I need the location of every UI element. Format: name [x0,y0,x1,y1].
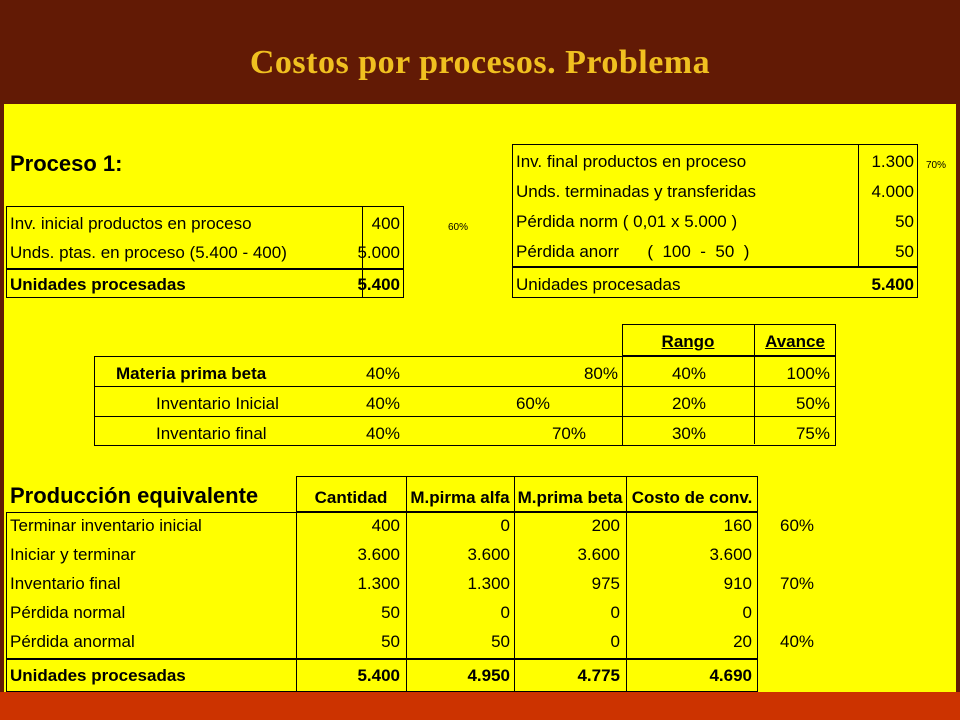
produccion-row-conv: 3.600 [709,545,752,564]
final-percent-note: 70% [926,160,947,171]
produccion-total-alfa: 4.950 [467,666,510,685]
spreadsheet-area [4,104,956,692]
produccion-row-alfa: 0 [500,516,510,535]
materia-row-rango: 30% [671,424,706,443]
final-row-value: 4.000 [871,182,914,201]
materia-row-a: 40% [365,364,400,383]
final-total-label: Unidades procesadas [516,275,681,294]
materia-header-avance: Avance [765,332,825,351]
produccion-row-beta: 0 [610,603,620,622]
final-row-label: Inv. final productos en proceso [516,152,747,171]
produccion-header-cantidad: Cantidad [314,488,388,507]
materia-row-a: 40% [365,394,400,413]
produccion-row-alfa: 0 [500,603,510,622]
produccion-row-alfa: 1.300 [467,574,510,593]
footer-bar [0,692,960,720]
proceso1-row-value: 400 [371,214,400,233]
produccion-header-conv: Costo de conv. [631,488,753,507]
produccion-row-label: Terminar inventario inicial [10,516,202,535]
materia-row-label: Inventario final [156,424,267,443]
final-row-value: 50 [895,212,914,231]
materia-row-avance: 50% [795,394,830,413]
final-total-value: 5.400 [871,275,914,294]
slide-title: Costos por procesos. Problema [249,44,711,81]
produccion-row-beta: 0 [610,632,620,651]
materia-row-a: 40% [365,424,400,443]
proceso1-row-value: 5.000 [357,243,400,262]
produccion-row-conv: 160 [723,516,752,535]
materia-row-avance: 75% [795,424,830,443]
materia-row-label: Materia prima beta [116,364,267,383]
produccion-row-pct: 40% [780,632,815,651]
proceso1-row-label: Unds. ptas. en proceso (5.400 - 400) [10,243,287,262]
final-row-label: Pérdida norm ( 0,01 x 5.000 ) [516,212,738,231]
final-row-label: Unds. terminadas y transferidas [516,182,756,201]
materia-row-b: 70% [551,424,586,443]
produccion-row-alfa: 50 [491,632,510,651]
materia-row-b: 80% [583,364,618,383]
produccion-row-alfa: 3.600 [467,545,510,564]
produccion-total-beta: 4.775 [577,666,620,685]
produccion-heading: Producción equivalente [10,483,259,508]
produccion-total-conv: 4.690 [709,666,752,685]
materia-row-label: Inventario Inicial [156,394,279,413]
proceso1-total-label: Unidades procesadas [10,275,186,294]
final-row-label: Pérdida anorr ( 100 - 50 ) [516,242,750,261]
materia-row-rango: 40% [671,364,706,383]
produccion-row-conv: 0 [742,603,752,622]
materia-row-avance: 100% [786,364,830,383]
produccion-header-alfa: M.pirma alfa [410,488,510,507]
produccion-row-conv: 20 [733,632,752,651]
produccion-row-cantidad: 50 [381,603,400,622]
final-row-value: 1.300 [871,152,914,171]
proceso1-total-value: 5.400 [357,275,400,294]
produccion-row-label: Inventario final [10,574,121,593]
produccion-row-conv: 910 [723,574,752,593]
produccion-row-label: Pérdida normal [10,603,126,622]
produccion-row-label: Iniciar y terminar [10,545,136,564]
produccion-row-pct: 70% [780,574,815,593]
proceso1-percent-note: 60% [448,222,469,233]
produccion-row-label: Pérdida anormal [10,632,135,651]
produccion-total-label: Unidades procesadas [10,666,186,685]
produccion-row-pct: 60% [780,516,815,535]
proceso-heading: Proceso 1: [10,151,123,176]
produccion-row-cantidad: 50 [381,632,400,651]
materia-row-rango: 20% [671,394,706,413]
produccion-row-cantidad: 3.600 [357,545,400,564]
produccion-total-cantidad: 5.400 [357,666,400,685]
produccion-row-beta: 975 [591,574,620,593]
materia-row-b: 60% [515,394,550,413]
produccion-row-cantidad: 1.300 [357,574,400,593]
produccion-row-cantidad: 400 [371,516,400,535]
final-row-value: 50 [895,242,914,261]
produccion-row-beta: 200 [591,516,620,535]
produccion-header-beta: M.prima beta [517,488,623,507]
materia-header-rango: Rango [661,332,715,351]
proceso1-row-label: Inv. inicial productos en proceso [10,214,252,233]
produccion-row-beta: 3.600 [577,545,620,564]
